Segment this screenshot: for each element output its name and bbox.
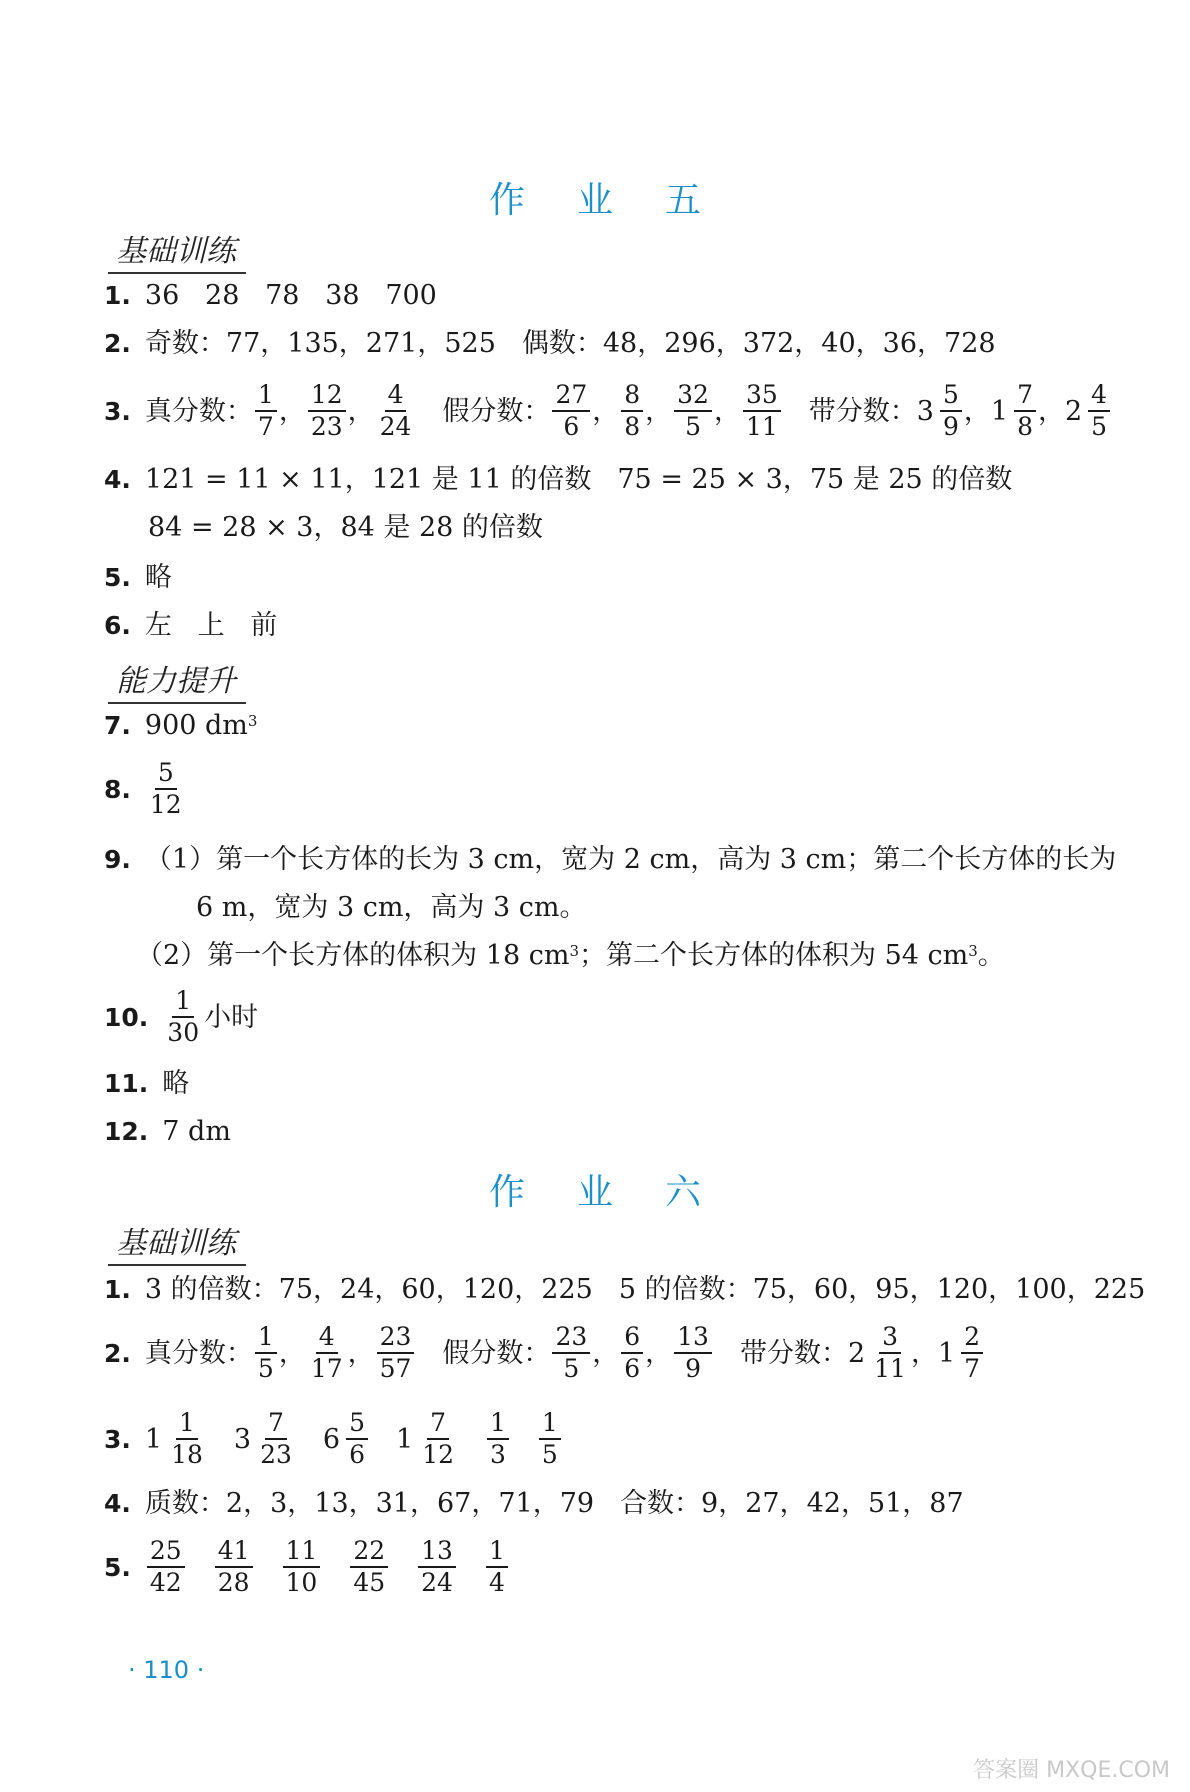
- hw5-q5: 5. 略: [104, 562, 172, 593]
- hw5-q6: 6. 左 上 前: [104, 610, 278, 641]
- fraction: $\frac{1}{5}$: [539, 1410, 561, 1469]
- page-number: · 110 ·: [128, 1656, 205, 1684]
- mixed-number: 1 $\frac{1}{18}$: [144, 1408, 203, 1470]
- fraction: $\frac{1}{7}$: [255, 382, 277, 441]
- fraction: $\frac{5}{12}$: [149, 758, 182, 820]
- fraction: $\frac{13}{24}$: [418, 1538, 456, 1597]
- fraction: $\frac{1}{4}$: [486, 1538, 508, 1597]
- hw6-section-basic: 基础训练: [108, 1218, 246, 1266]
- hw5-q11: 11. 略: [104, 1068, 190, 1099]
- fraction: $\frac{8}{8}$: [621, 382, 643, 441]
- fraction: $\frac{35}{11}$: [743, 382, 781, 441]
- mixed-number: 3 $\frac{5}{9}$: [917, 382, 964, 441]
- fraction: $\frac{32}{5}$: [674, 382, 712, 441]
- hw5-q4: 4. 121 = 11 × 11，121 是 11 的倍数 75 = 25 × 3，75 是 25 的倍数: [104, 464, 1013, 495]
- hw5-q10: 10. $\frac{1}{30}$ 小时: [104, 986, 259, 1048]
- hw5-title: 作 业 五: [488, 180, 702, 221]
- hw5-q4-line2: 84 = 28 × 3，84 是 28 的倍数: [148, 512, 543, 543]
- fraction: $\frac{23}{5}$: [552, 1324, 590, 1383]
- fraction: $\frac{4}{24}$: [379, 380, 412, 442]
- fraction: $\frac{1}{30}$: [167, 986, 200, 1048]
- hw5-q1: 1. 36 28 78 38 700: [104, 280, 437, 311]
- hw5-q3: 3. 真分数： $\frac{1}{7}$ ， $\frac{12}{23}$ ， $\frac{4}{24}$ 假分数： $\frac{27}{6}$ ， $\frac{8}{8}$ ， $\frac{32}{5}$ ， $\frac{35}{11}$ 带分数： 3 $\frac{5}{9}$ ， 1 $\frac{7}{8}$ ， 2 $\frac{4}{5}$: [104, 382, 1112, 441]
- hw5-q9-line1: 9. （1）第一个长方体的长为 3 cm，宽为 2 cm，高为 3 cm；第二个长方体的长为: [104, 844, 1117, 875]
- hw6-q2: 2. 真分数： $\frac{1}{5}$ ， $\frac{4}{17}$ ， $\frac{23}{57}$ 假分数： $\frac{23}{5}$ ， $\frac{6}{6}$ ， $\frac{13}{9}$ 带分数： 2 $\frac{3}{11}$ ， 1 $\frac{2}{7}$: [104, 1324, 985, 1383]
- fraction: $\frac{1}{5}$: [255, 1324, 277, 1383]
- fraction: $\frac{22}{45}$: [350, 1538, 388, 1597]
- watermark: 答案圈 MXQE.COM: [973, 1758, 1170, 1783]
- fraction: $\frac{4}{17}$: [310, 1322, 343, 1384]
- fraction: $\frac{1}{3}$: [487, 1410, 509, 1469]
- hw6-q4: 4. 质数：2，3，13，31，67，71，79 合数：9，27，42，51，87: [104, 1488, 964, 1519]
- hw5-q9-line2: 6 m，宽为 3 cm，高为 3 cm。: [196, 892, 587, 923]
- mixed-number: 6 $\frac{5}{6}$: [323, 1410, 370, 1469]
- hw5-q2: 2. 奇数：77，135，271，525 偶数：48，296，372，40，36，728: [104, 328, 996, 359]
- mixed-number: 1 $\frac{7}{8}$: [991, 382, 1038, 441]
- hw6-title: 作 业 六: [488, 1172, 702, 1213]
- fraction: $\frac{27}{6}$: [552, 382, 590, 441]
- fraction: $\frac{12}{23}$: [308, 382, 346, 441]
- mixed-number: 1 $\frac{2}{7}$: [938, 1324, 985, 1383]
- fraction: $\frac{23}{57}$: [377, 1324, 415, 1383]
- mixed-number: 2 $\frac{4}{5}$: [1065, 382, 1112, 441]
- hw5-q12: 12. 7 dm: [104, 1116, 231, 1147]
- mixed-number: 3 $\frac{7}{23}$: [233, 1408, 292, 1470]
- hw6-q1: 1. 3 的倍数：75，24，60，120，225 5 的倍数：75，60，95，120，100，225: [104, 1274, 1146, 1305]
- fraction: $\frac{11}{10}$: [283, 1538, 321, 1597]
- fraction: $\frac{13}{9}$: [674, 1324, 712, 1383]
- hw6-q3: 3. 1 $\frac{1}{18}$ 3 $\frac{7}{23}$ 6 $\frac{5}{6}$ 1 $\frac{7}{12}$ $\frac{1}{3}$ $\frac{1}{5}$: [104, 1410, 563, 1469]
- fraction: $\frac{41}{28}$: [215, 1538, 253, 1597]
- hw5-section-basic: 基础训练: [108, 226, 246, 274]
- mixed-number: 2 $\frac{3}{11}$: [847, 1322, 906, 1384]
- mixed-number: 1 $\frac{7}{12}$: [396, 1408, 454, 1470]
- hw5-q7: 7. 900 dm $^3$: [104, 710, 258, 741]
- hw5-q8: 8. $\frac{5}{12}$: [104, 760, 187, 819]
- hw5-section-advanced: 能力提升: [108, 656, 246, 704]
- fraction: $\frac{6}{6}$: [621, 1324, 643, 1383]
- hw6-q5: 5. $\frac{25}{42}$ $\frac{41}{28}$ $\frac{11}{10}$ $\frac{22}{45}$ $\frac{13}{24}$ $\frac{1}{4}$: [104, 1538, 510, 1597]
- hw5-q9-line3: （2）第一个长方体的体积为 18 cm $^3$ ；第二个长方体的体积为 54 cm $^3$ 。: [136, 940, 1005, 971]
- fraction: $\frac{25}{42}$: [147, 1538, 185, 1597]
